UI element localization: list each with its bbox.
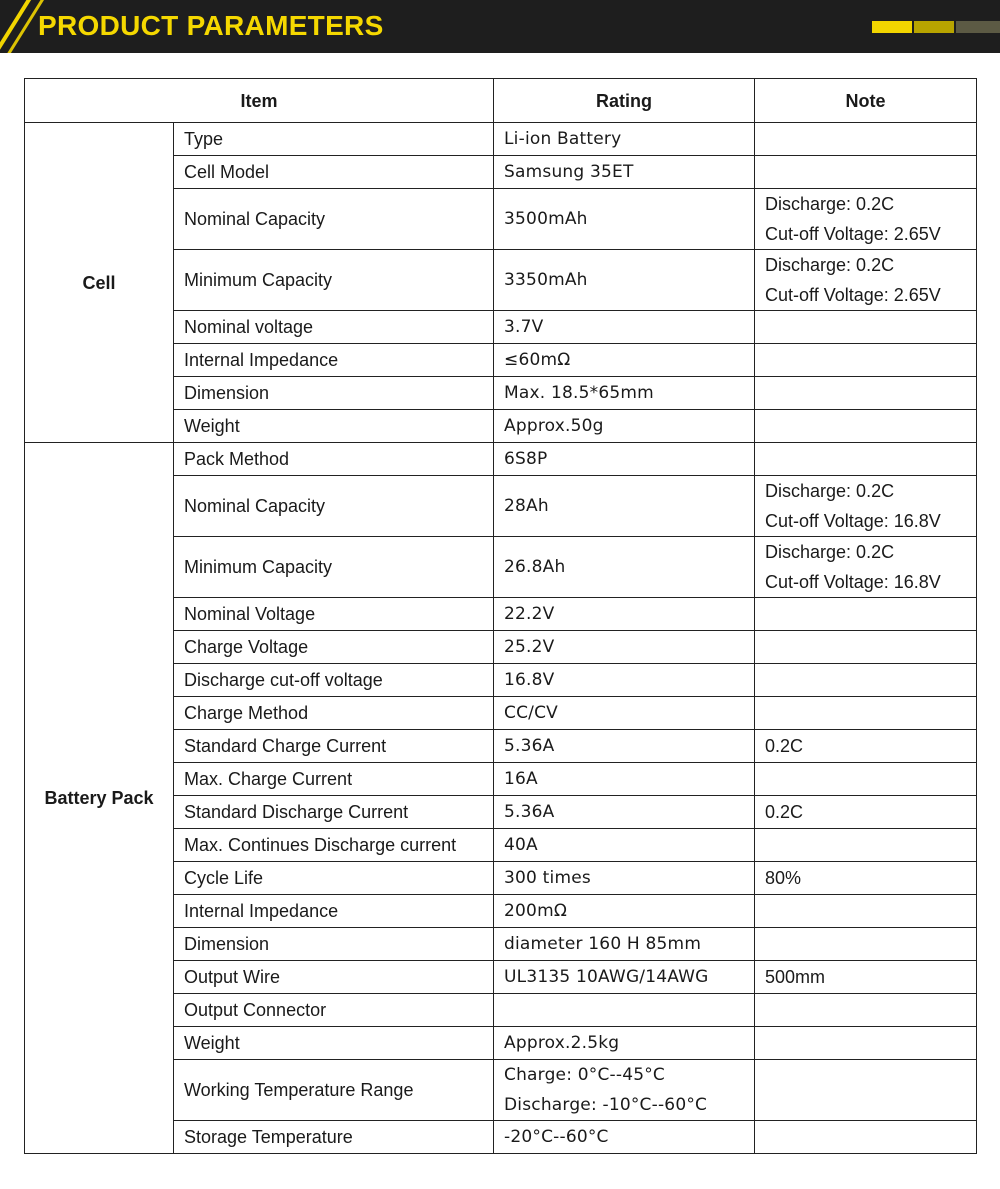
rating-cell xyxy=(494,598,755,631)
item-cell: Max. Charge Current xyxy=(174,763,494,796)
rating-text: CC/CV xyxy=(504,703,558,723)
note-cell xyxy=(755,928,977,961)
rating-text: 22.2V xyxy=(504,604,555,624)
note-cell xyxy=(755,443,977,476)
note-cell xyxy=(755,189,977,250)
note-text: 0.2C xyxy=(765,736,804,756)
parameters-table xyxy=(24,78,977,1154)
note-text: Discharge: 0.2C xyxy=(765,542,895,562)
note-text: Cut-off Voltage: 16.8V xyxy=(765,572,941,592)
rating-text: 300 times xyxy=(504,868,591,888)
rating-cell xyxy=(494,1121,755,1154)
note-cell xyxy=(755,829,977,862)
item-cell: Dimension xyxy=(174,928,494,961)
rating-text: 28Ah xyxy=(504,496,549,516)
note-cell xyxy=(755,123,977,156)
rating-cell xyxy=(494,730,755,763)
item-cell: Nominal Capacity xyxy=(174,189,494,250)
rating-text: 16.8V xyxy=(504,670,555,690)
note-cell xyxy=(755,598,977,631)
rating-cell xyxy=(494,697,755,730)
note-cell xyxy=(755,250,977,311)
column-header-rating: Rating xyxy=(494,79,755,123)
rating-text: ≤60mΩ xyxy=(504,350,571,370)
rating-text: 6S8P xyxy=(504,449,548,469)
note-text: Cut-off Voltage: 16.8V xyxy=(765,511,941,531)
item-cell: Charge Voltage xyxy=(174,631,494,664)
rating-cell xyxy=(494,862,755,895)
table-row xyxy=(25,443,977,476)
rating-text: 3350mAh xyxy=(504,270,588,290)
item-cell: Weight xyxy=(174,410,494,443)
note-cell xyxy=(755,1060,977,1121)
rating-text: diameter 160 H 85mm xyxy=(504,934,702,954)
column-header-item: Item xyxy=(25,79,494,123)
item-cell: Nominal Capacity xyxy=(174,476,494,537)
note-cell xyxy=(755,664,977,697)
rating-text: Samsung 35ET xyxy=(504,162,634,182)
rating-text: -20°C--60°C xyxy=(504,1127,609,1147)
rating-cell xyxy=(494,994,755,1027)
page-title: PRODUCT PARAMETERS xyxy=(38,10,384,41)
rating-text: 5.36A xyxy=(504,736,555,756)
rating-cell xyxy=(494,763,755,796)
header-banner xyxy=(0,0,1000,53)
rating-cell xyxy=(494,156,755,189)
rating-cell xyxy=(494,476,755,537)
rating-text: Max. 18.5*65mm xyxy=(504,383,654,403)
item-cell: Minimum Capacity xyxy=(174,250,494,311)
note-cell xyxy=(755,961,977,994)
rating-text: Discharge: -10°C--60°C xyxy=(504,1095,708,1115)
note-cell xyxy=(755,311,977,344)
rating-text: UL3135 10AWG/14AWG xyxy=(504,967,709,987)
note-text: Cut-off Voltage: 2.65V xyxy=(765,285,941,305)
item-cell: Charge Method xyxy=(174,697,494,730)
item-cell: Pack Method xyxy=(174,443,494,476)
item-cell: Cycle Life xyxy=(174,862,494,895)
note-cell xyxy=(755,476,977,537)
note-cell xyxy=(755,796,977,829)
column-header-note: Note xyxy=(755,79,977,123)
rating-cell xyxy=(494,895,755,928)
note-cell xyxy=(755,994,977,1027)
note-cell xyxy=(755,895,977,928)
rating-cell xyxy=(494,796,755,829)
item-cell: Nominal voltage xyxy=(174,311,494,344)
note-cell xyxy=(755,1121,977,1154)
item-cell: Standard Discharge Current xyxy=(174,796,494,829)
rating-text: Approx.2.5kg xyxy=(504,1033,620,1053)
note-cell xyxy=(755,377,977,410)
rating-cell xyxy=(494,829,755,862)
rating-text: Li-ion Battery xyxy=(504,129,622,149)
item-cell: Internal Impedance xyxy=(174,895,494,928)
rating-text: 200mΩ xyxy=(504,901,568,921)
note-text: 80% xyxy=(765,868,802,888)
item-cell: Internal Impedance xyxy=(174,344,494,377)
rating-cell xyxy=(494,631,755,664)
rating-text: 26.8Ah xyxy=(504,557,566,577)
note-cell xyxy=(755,697,977,730)
note-text: Cut-off Voltage: 2.65V xyxy=(765,224,941,244)
rating-cell xyxy=(494,189,755,250)
rating-cell xyxy=(494,961,755,994)
item-cell: Cell Model xyxy=(174,156,494,189)
rating-cell xyxy=(494,1027,755,1060)
note-cell xyxy=(755,730,977,763)
table-header-row xyxy=(25,79,977,123)
item-cell: Max. Continues Discharge current xyxy=(174,829,494,862)
rating-text: 40A xyxy=(504,835,538,855)
note-cell xyxy=(755,862,977,895)
rating-text: 25.2V xyxy=(504,637,555,657)
item-cell: Minimum Capacity xyxy=(174,537,494,598)
rating-cell xyxy=(494,377,755,410)
rating-cell xyxy=(494,410,755,443)
note-text: 0.2C xyxy=(765,802,804,822)
item-cell: Standard Charge Current xyxy=(174,730,494,763)
rating-text: 5.36A xyxy=(504,802,555,822)
rating-text: 16A xyxy=(504,769,538,789)
item-cell: Working Temperature Range xyxy=(174,1060,494,1121)
group-label: Cell xyxy=(25,123,174,443)
rating-cell xyxy=(494,123,755,156)
rating-cell xyxy=(494,250,755,311)
note-text: Discharge: 0.2C xyxy=(765,481,895,501)
table-body xyxy=(25,123,977,1154)
item-cell: Output Wire xyxy=(174,961,494,994)
rating-cell xyxy=(494,311,755,344)
rating-cell xyxy=(494,344,755,377)
rating-text: 3500mAh xyxy=(504,209,588,229)
item-cell: Type xyxy=(174,123,494,156)
note-cell xyxy=(755,410,977,443)
note-cell xyxy=(755,631,977,664)
note-text: 500mm xyxy=(765,967,826,987)
note-text: Discharge: 0.2C xyxy=(765,194,895,214)
item-cell: Dimension xyxy=(174,377,494,410)
item-cell: Weight xyxy=(174,1027,494,1060)
note-text: Discharge: 0.2C xyxy=(765,255,895,275)
note-cell xyxy=(755,1027,977,1060)
table-row xyxy=(25,123,977,156)
item-cell: Output Connector xyxy=(174,994,494,1027)
rating-cell xyxy=(494,664,755,697)
rating-cell xyxy=(494,537,755,598)
note-cell xyxy=(755,763,977,796)
note-cell xyxy=(755,344,977,377)
group-label: Battery Pack xyxy=(25,443,174,1154)
item-cell: Nominal Voltage xyxy=(174,598,494,631)
rating-cell xyxy=(494,928,755,961)
note-cell xyxy=(755,537,977,598)
rating-text: 3.7V xyxy=(504,317,544,337)
rating-text: Approx.50g xyxy=(504,416,604,436)
decorative-slash xyxy=(0,0,33,53)
note-cell xyxy=(755,156,977,189)
rating-text: Charge: 0°C--45°C xyxy=(504,1065,666,1085)
item-cell: Storage Temperature xyxy=(174,1121,494,1154)
rating-cell xyxy=(494,443,755,476)
item-cell: Discharge cut-off voltage xyxy=(174,664,494,697)
rating-cell xyxy=(494,1060,755,1121)
